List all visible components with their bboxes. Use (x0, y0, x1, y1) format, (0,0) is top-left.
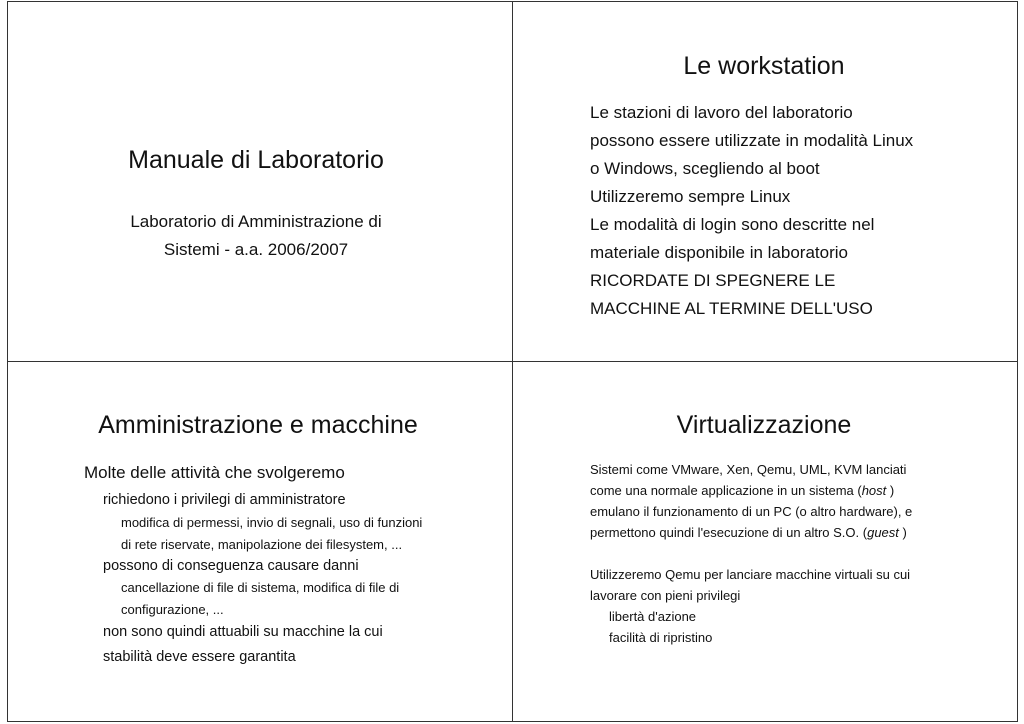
slide3-title: Amministrazione e macchine (98, 411, 418, 439)
slide-title-page (8, 2, 512, 361)
slide3-sub-3-line-2: stabilità deve essere garantita (103, 649, 296, 665)
slide2-line-1: Le stazioni di lavoro del laboratorio (590, 103, 853, 122)
host-term: host (861, 483, 887, 498)
slide3-sub-2: possono di conseguenza causare danni (103, 558, 359, 574)
slide2-line-6: materiale disponibile in laboratorio (590, 243, 848, 262)
slide4-para1-line-4-text: permettono quindi l'esecuzione di un altro S.O. ( (590, 525, 868, 540)
slide2-line-7: RICORDATE DI SPEGNERE LE (590, 271, 836, 290)
slide3-lead: Molte delle attività che svolgeremo (84, 463, 345, 482)
slide1-title: Manuale di Laboratorio (128, 146, 384, 174)
slide3-sub-1: richiedono i privilegi di amministratore (103, 492, 346, 508)
slide4-para1-line-2 (590, 480, 894, 501)
slide4-para1-line-2-text: come una normale applicazione in un sistema ( (590, 483, 862, 498)
slide2-line-8: MACCHINE AL TERMINE DELL'USO (590, 299, 873, 318)
slide4-para2-line-2: lavorare con pieni privilegi (590, 588, 741, 603)
slide-virtualization (513, 362, 1017, 721)
slide4-title: Virtualizzazione (676, 411, 852, 439)
slide2-line-2: possono essere utilizzate in modalità Linux (590, 131, 914, 150)
slide-workstation (513, 2, 1017, 361)
slide3-sub-1-detail-2: di rete riservate, manipolazione dei filesystem, ... (121, 537, 403, 552)
guest-term: guest (867, 525, 899, 540)
slide2-line-5: Le modalità di login sono descritte nel (590, 215, 875, 234)
slide4-bullet-1: libertà d'azione (609, 609, 697, 624)
slide2-title: Le workstation (683, 52, 845, 80)
slide4-para1-line-4 (590, 522, 907, 543)
slide4-para2-line-1: Utilizzeremo Qemu per lanciare macchine virtuali su cui (590, 567, 911, 582)
slide4-para1-line-4-close: ) (898, 525, 907, 540)
slide1-subtitle-line-1: Laboratorio di Amministrazione di (130, 212, 382, 231)
slide3-sub-1-detail-1: modifica di permessi, invio di segnali, uso di funzioni (121, 515, 423, 530)
slide4-para1-line-2-close: ) (886, 483, 895, 498)
slide3-sub-2-detail-1: cancellazione di file di sistema, modifica di file di (121, 580, 400, 595)
slide4-para1-line-1: Sistemi come VMware, Xen, Qemu, UML, KVM lanciati (590, 462, 907, 477)
slide2-line-4: Utilizzeremo sempre Linux (590, 187, 791, 206)
slide4-para1-line-3: emulano il funzionamento di un PC (o altro hardware), e (590, 504, 913, 519)
slide1-subtitle-line-2: Sistemi - a.a. 2006/2007 (163, 240, 349, 259)
slide3-sub-3-line-1: non sono quindi attuabili su macchine la cui (103, 624, 383, 640)
slide4-bullet-2: facilità di ripristino (609, 630, 713, 645)
slide2-line-3: o Windows, scegliendo al boot (590, 159, 820, 178)
slide-administration (8, 362, 512, 721)
slide3-sub-2-detail-2: configurazione, ... (121, 602, 224, 617)
